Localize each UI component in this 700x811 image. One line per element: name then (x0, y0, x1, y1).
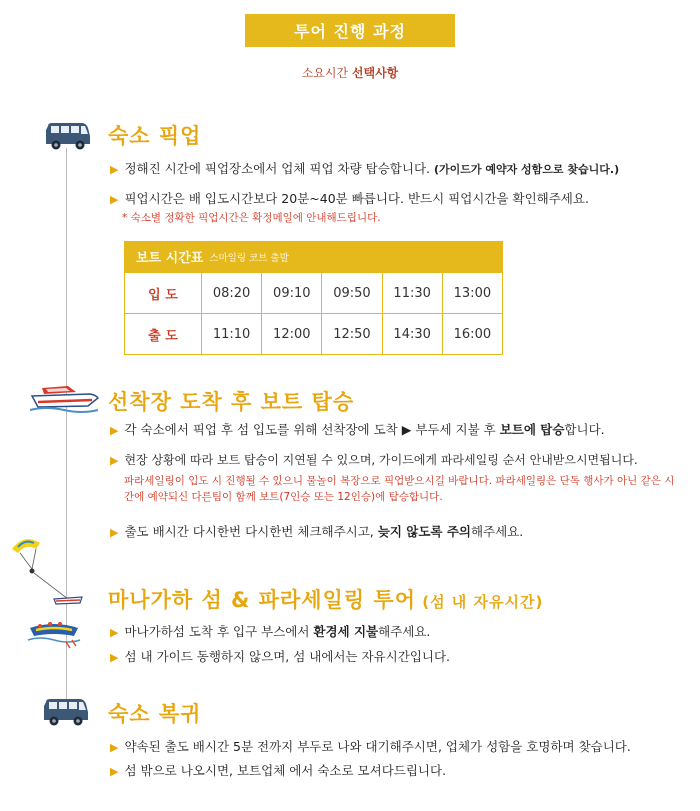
arrow-icon: ▶ (110, 626, 119, 639)
island-title-main: 마나가하 섬 & 파라세일링 투어 (108, 588, 416, 612)
row-label: 입 도 (125, 273, 202, 314)
subtitle (0, 64, 700, 81)
boarding-bullet-2-text: 현장 상황에 따라 보트 탑승이 지연될 수 있으며, 가이드에게 파라세일링 순서 안내받으시면됩니다. (124, 453, 638, 467)
arrow-icon: ▶ (110, 765, 119, 778)
section-title-return: 숙소 복귀 (108, 702, 202, 726)
pickup-bullet-1 (110, 159, 619, 177)
table-cell: 13:00 (442, 273, 502, 314)
return-bullet-2 (110, 761, 446, 779)
arrow-icon: ▶ (110, 454, 119, 467)
pickup-bullet-2-text: 픽업시간은 배 입도시간보다 20분~40분 빠릅니다. 반드시 픽업시간을 확인해주세요. (124, 191, 589, 206)
return-bullet-1-text: 약속된 출도 배시간 5분 전까지 부두로 나와 대기해주시면, 업체가 성함을 호명하며 찾습니다. (124, 739, 631, 754)
boat-schedule-table (124, 241, 503, 354)
table-cell: 09:10 (262, 273, 322, 314)
return-bullet-2-text: 섬 밖으로 나오시면, 보트업체 에서 숙소로 모셔다드립니다. (124, 763, 447, 778)
boarding-bullet-1-a: 각 숙소에서 픽업 후 섬 입도를 위해 선착장에 도착 ▶ 부두세 지불 후 (124, 422, 500, 437)
subtitle-prefix: 소요시간 (301, 66, 352, 80)
arrow-icon: ▶ (110, 193, 119, 206)
island-bullet-2 (110, 647, 450, 665)
boarding-bullet-3-b: 해주세요. (470, 524, 524, 539)
pickup-bullet-1-bold: (가이드가 예약자 성함으로 찾습니다.) (433, 163, 620, 176)
table-header (124, 241, 503, 272)
subtitle-bold: 선택사항 (351, 66, 399, 80)
van-icon (44, 120, 92, 152)
table-cell: 14:30 (382, 314, 442, 355)
table-subtitle: 스마일링 코브 출발 (209, 252, 289, 264)
table-row (125, 273, 503, 314)
table-cell: 11:30 (382, 273, 442, 314)
banana-boat-icon (26, 618, 82, 652)
table-cell: 12:50 (322, 314, 382, 355)
return-bullet-1 (110, 737, 631, 755)
table-cell: 12:00 (262, 314, 322, 355)
island-title-small: (섬 내 자유시간) (416, 593, 544, 611)
pickup-bullet-2 (110, 189, 589, 207)
table-row (125, 314, 503, 355)
row-label: 출 도 (125, 314, 202, 355)
pickup-bullet-1-text: 정해진 시간에 픽업장소에서 업체 픽업 차량 탑승합니다. (124, 161, 434, 176)
boarding-bullet-3-bold: 늦지 않도록 주의 (377, 524, 471, 539)
island-bullet-1 (110, 622, 430, 640)
table-cell: 11:10 (202, 314, 262, 355)
boarding-bullet-1-b: 합니다. (564, 422, 605, 437)
table-title: 보트 시간표 (136, 251, 204, 266)
section-title-boarding: 선착장 도착 후 보트 탑승 (108, 390, 355, 414)
boarding-bullet-2 (110, 451, 638, 468)
island-bullet-1-b: 해주세요. (378, 624, 431, 639)
island-bullet-1-bold: 환경세 지불 (313, 624, 379, 639)
arrow-icon: ▶ (110, 526, 119, 539)
section-title-pickup: 숙소 픽업 (108, 124, 202, 148)
table-cell: 09:50 (322, 273, 382, 314)
island-bullet-2-text: 섬 내 가이드 동행하지 않으며, 섬 내에서는 자유시간입니다. (124, 649, 451, 664)
boarding-bullet-3 (110, 522, 523, 540)
pickup-note: * 숙소별 정확한 픽업시간은 확정메일에 안내해드립니다. (122, 212, 381, 224)
table-cell: 16:00 (442, 314, 502, 355)
boarding-note: 파라세일링이 입도 시 진행될 수 있으니 물놀이 복장으로 픽업받으시길 바랍니다. 파라세일링은 단독 행사가 아닌 같은 시간에 예약되신 다른팀이 함께 보트(7인승 또는 12인승)에 탑승합니다. (124, 475, 675, 503)
boarding-bullet-1-bold: 보트에 탑승 (499, 422, 565, 437)
page-title: 투어 진행 과정 (245, 14, 455, 47)
boarding-bullet-1 (110, 420, 605, 438)
island-bullet-1-a: 마나가하섬 도착 후 입구 부스에서 (124, 624, 314, 639)
table-cell: 08:20 (202, 273, 262, 314)
parasail-icon (10, 535, 90, 611)
arrow-icon: ▶ (110, 651, 119, 664)
van-icon (40, 696, 92, 728)
section-title-island (108, 584, 543, 614)
arrow-icon: ▶ (110, 424, 119, 437)
arrow-icon: ▶ (110, 741, 119, 754)
arrow-icon: ▶ (110, 163, 119, 176)
speedboat-icon (28, 380, 100, 416)
boarding-bullet-3-a: 출도 배시간 다시한번 다시한번 체크해주시고, (124, 524, 378, 539)
